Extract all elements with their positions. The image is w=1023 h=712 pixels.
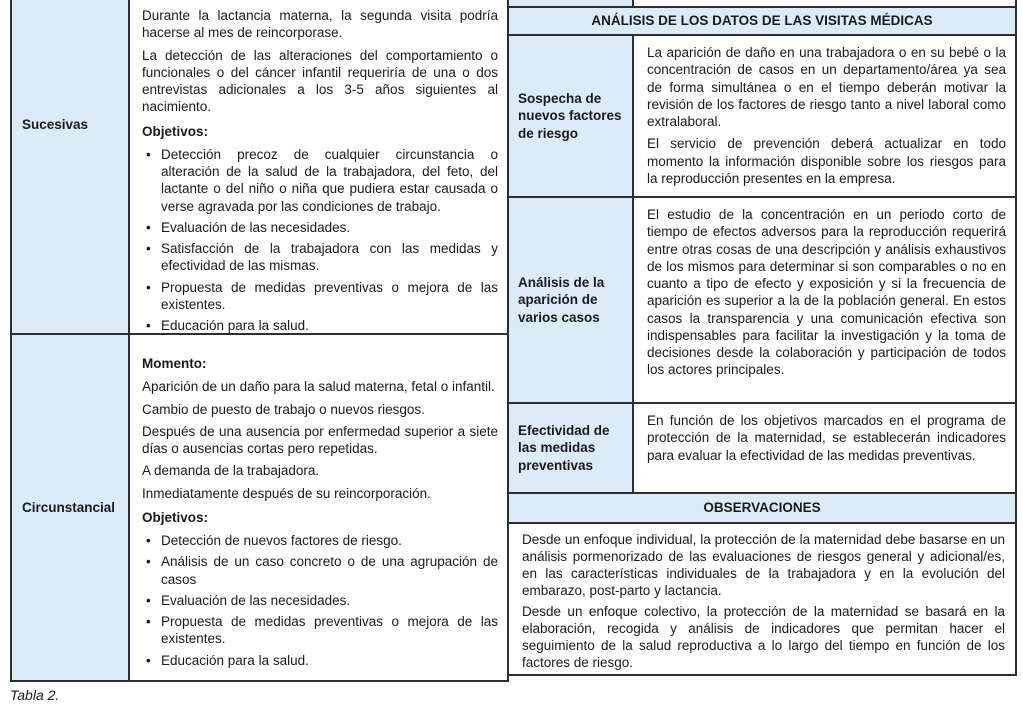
bullet-item: • Educación para la salud. — [142, 317, 498, 333]
bullet-item: • Evaluación de las necesidades. — [142, 219, 498, 236]
row-content-varios-casos — [634, 198, 1015, 402]
bullet-item: • Evaluación de las necesidades. — [142, 592, 498, 609]
bullet-item: • Análisis de un caso concreto o de una agrupación de casos — [142, 553, 498, 588]
row-content-sucesivas — [130, 0, 507, 333]
medical-visit-analysis-table — [507, 0, 1017, 676]
objetivos-bullet-list — [142, 146, 498, 333]
table-row-sospecha — [509, 34, 1015, 196]
bullet-item: • Detección precoz de cualquier circunstancia o alteración de la salud de la trabajadora, del feto, del lactante o del niño o niña que pudiera estar causada o verse agravada por las condiciones de trabajo. — [142, 146, 498, 215]
paragraph: El servicio de prevención deberá actualizar en todo momento la información disponible sobre los riesgos para la reproducción presentes en la empresa. — [647, 136, 1006, 186]
paragraph: Después de una ausencia por enfermedad superior a siete días o ausencias cortas pero repetidas. — [142, 423, 498, 457]
paragraph: Desde un enfoque individual, la protección de la maternidad debe basarse en un análisis pormenorizado de las evaluaciones de riesgos general y adicional/es, en las características individuales de la trabajadora y en la evolución del embarazo, post-parto y lactancia. — [522, 532, 1005, 598]
section-header-text: ANÁLISIS DE LOS DATOS DE LAS VISITAS MÉDICAS — [591, 13, 933, 29]
cropped-label-cell — [509, 0, 634, 6]
cropped-row-sliver — [509, 0, 1015, 6]
observaciones-content-row — [509, 522, 1015, 674]
row-content-circunstancial — [130, 335, 507, 680]
row-label-varios-casos — [509, 198, 634, 402]
section-header-observaciones — [509, 492, 1015, 522]
bullet-item: • Propuesta de medidas preventivas o mejora de las existentes. — [142, 613, 498, 648]
table-row-efectividad — [509, 402, 1015, 492]
cropped-content-cell — [634, 0, 1015, 6]
row-label-text: Análisis de la aparición de varios casos — [518, 275, 605, 325]
paragraph: El estudio de la concentración en un periodo corto de tiempo de efectos adversos para la reproducción requerirá entre otras cosas de una descripción y análisis exhaustivos de los mismos para determinar si son comparables o no en cuanto a tipo de efecto y exposición y si la frecuencia de aparición es superior a la de la población general. En estos casos la transparencia y una comunicación efectiva son indispensables para facilitar la investigación y la toma de decisiones desde la colaboración y participación de todos los actores principales. — [647, 207, 1006, 378]
visit-types-table — [10, 0, 509, 682]
paragraph: La detección de las alteraciones del comportamiento o funcionales o del cáncer infantil requeriría de una o dos entrevistas adicionales a los 3-5 años siguientes al nacimiento. — [142, 47, 498, 115]
table-row-sucesivas — [12, 0, 507, 333]
paragraph: La aparición de daño en una trabajadora o en su bebé o la concentración de casos en un departamento/área ya sea de forma simultánea o en el tiempo deberán motivar la revisión de los factores de riesgo tanto a nivel laboral como extralaboral. — [647, 45, 1006, 130]
row-label-sospecha — [509, 36, 634, 196]
paragraph: Aparición de un daño para la salud materna, fetal o infantil. — [142, 379, 495, 395]
paragraph: Cambio de puesto de trabajo o nuevos riesgos. — [142, 401, 425, 417]
objetivos-heading: Objetivos: — [142, 509, 209, 525]
paragraph: Desde un enfoque colectivo, la protección de la maternidad se basará en la elaboración, recogida y análisis de indicadores que permitan hacer el seguimiento de la salud reproductiva a lo largo del tiempo en función de los factores de riesgo. — [522, 604, 1005, 670]
section-header-analisis — [509, 6, 1015, 34]
row-label-circunstancial — [12, 335, 130, 680]
observaciones-content — [509, 524, 1015, 674]
table-row-varios-casos — [509, 196, 1015, 402]
row-label-text: Circunstancial — [22, 499, 116, 515]
paragraph: En función de los objetivos marcados en el programa de protección de la maternidad, se establecerán indicadores para evaluar la efectividad de las medidas preventivas. — [647, 413, 1006, 463]
row-label-text: Sucesivas — [22, 116, 89, 132]
section-header-text: OBSERVACIONES — [703, 500, 821, 516]
paragraph: Inmediatamente después de su reincorporación. — [142, 485, 431, 501]
row-content-sospecha — [634, 36, 1015, 196]
momento-heading: Momento: — [142, 356, 207, 371]
row-label-sucesivas — [12, 0, 130, 333]
bullet-item: • Propuesta de medidas preventivas o mejora de las existentes. — [142, 279, 498, 314]
paragraph: Durante la lactancia materna, la segunda visita podría hacerse al mes de reincorporase. — [142, 8, 498, 41]
row-label-efectividad — [509, 404, 634, 492]
table-caption: Tabla 2. — [10, 687, 60, 703]
bullet-item: • Educación para la salud. — [142, 652, 498, 669]
table-row-circunstancial — [12, 333, 507, 680]
objetivos-bullet-list — [142, 532, 498, 669]
bullet-item: • Satisfacción de la trabajadora con las medidas y efectividad de las mismas. — [142, 240, 498, 275]
row-content-efectividad — [634, 404, 1015, 492]
bullet-item: • Detección de nuevos factores de riesgo. — [142, 532, 498, 549]
row-label-text: Sospecha de nuevos factores de riesgo — [518, 91, 622, 141]
row-label-text: Efectividad de las medidas preventivas — [518, 423, 610, 473]
objetivos-heading: Objetivos: — [142, 123, 209, 139]
paragraph: A demanda de la trabajadora. — [142, 463, 320, 479]
